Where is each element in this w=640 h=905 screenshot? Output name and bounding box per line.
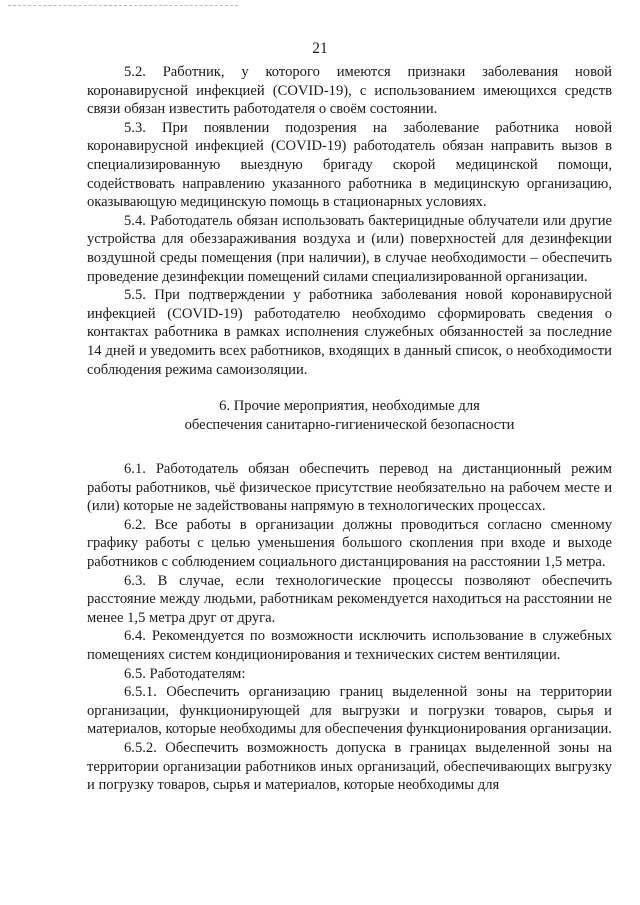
paragraph-6-3: 6.3. В случае, если технологические процессы позволяют обеспечить расстояние между людьми, работникам рекомендуется находиться на расстоянии не менее 1,5 метра друг от друга. [87,572,612,626]
scan-edge-marks [8,5,238,9]
paragraph-6-1: 6.1. Работодатель обязан обеспечить перевод на дистанционный режим работы работников, чьё физическое присутствие необязательно на рабочем месте и (или) которые не задействованы напрямую в технологических процессах. [87,461,612,515]
section-6-title-line-1: 6. Прочие мероприятия, необходимые для [219,398,480,415]
paragraph-6-2: 6.2. Все работы в организации должны проводиться согласно сменному графику работы с целью уменьшения большого скопления при входе и выходе работников с соблюдением социального дистанцирования на расстоянии 1,5 метра. [87,516,612,571]
paragraph-5-5: 5.5. При подтверждении у работника заболевания новой коронавирусной инфекцией (COVID-19) работодателю необходимо сформировать сведения о контактах работника в рамках исполнения служебных обязанностей за последние 14 дней и уведомить всех работников, входящих в данный список, о необходимости соблюдения режима самоизоляции. [87,287,612,378]
section-6-title-line-2: обеспечения санитарно-гигиенической безопасности [184,417,515,434]
paragraph-6-5: 6.5. Работодателям: [124,665,246,682]
page-number: 21 [312,40,328,57]
section-6-heading [87,397,612,435]
paragraph-5-2: 5.2. Работник, у которого имеются признаки заболевания новой коронавирусной инфекцией (COVID-19), с использованием имеющихся средств связи обязан известить работодателя о своём состоянии. [87,64,612,118]
paragraph-6-5-2: 6.5.2. Обеспечить возможность допуска в границах выделенной зоны на территории организации работников иных организаций, обеспечивающих выгрузку и погрузку товаров, сырья и материалов, которые необходимы для [87,740,612,794]
paragraph-6-4: 6.4. Рекомендуется по возможности исключить использование в служебных помещениях систем кондиционирования и технических систем вентиляции. [87,628,612,664]
paragraph-5-3: 5.3. При появлении подозрения на заболевание работника новой коронавирусной инфекцией (COVID-19) работодатель обязан направить вызов в специализированную выездную бригаду скорой медицинской помощи, содействовать направлению указанного работника в медицинскую организацию, оказывающую медицинскую помощь в стационарных условиях. [87,119,612,211]
document-body [87,63,612,795]
paragraph-6-5-1: 6.5.1. Обеспечить организацию границ выделенной зоны на территории организации, функционирующей для выгрузки и погрузки товаров, сырья и материалов, которые необходимы для обеспечения функционирования организации. [87,684,612,738]
paragraph-5-4: 5.4. Работодатель обязан использовать бактерицидные облучатели или другие устройства для обеззараживания воздуха и (или) поверхностей для дезинфекции воздушной среды помещения (при наличии), в случае необходимости – обеспечить проведение дезинфекции помещений силами специализированной организации. [87,212,612,285]
